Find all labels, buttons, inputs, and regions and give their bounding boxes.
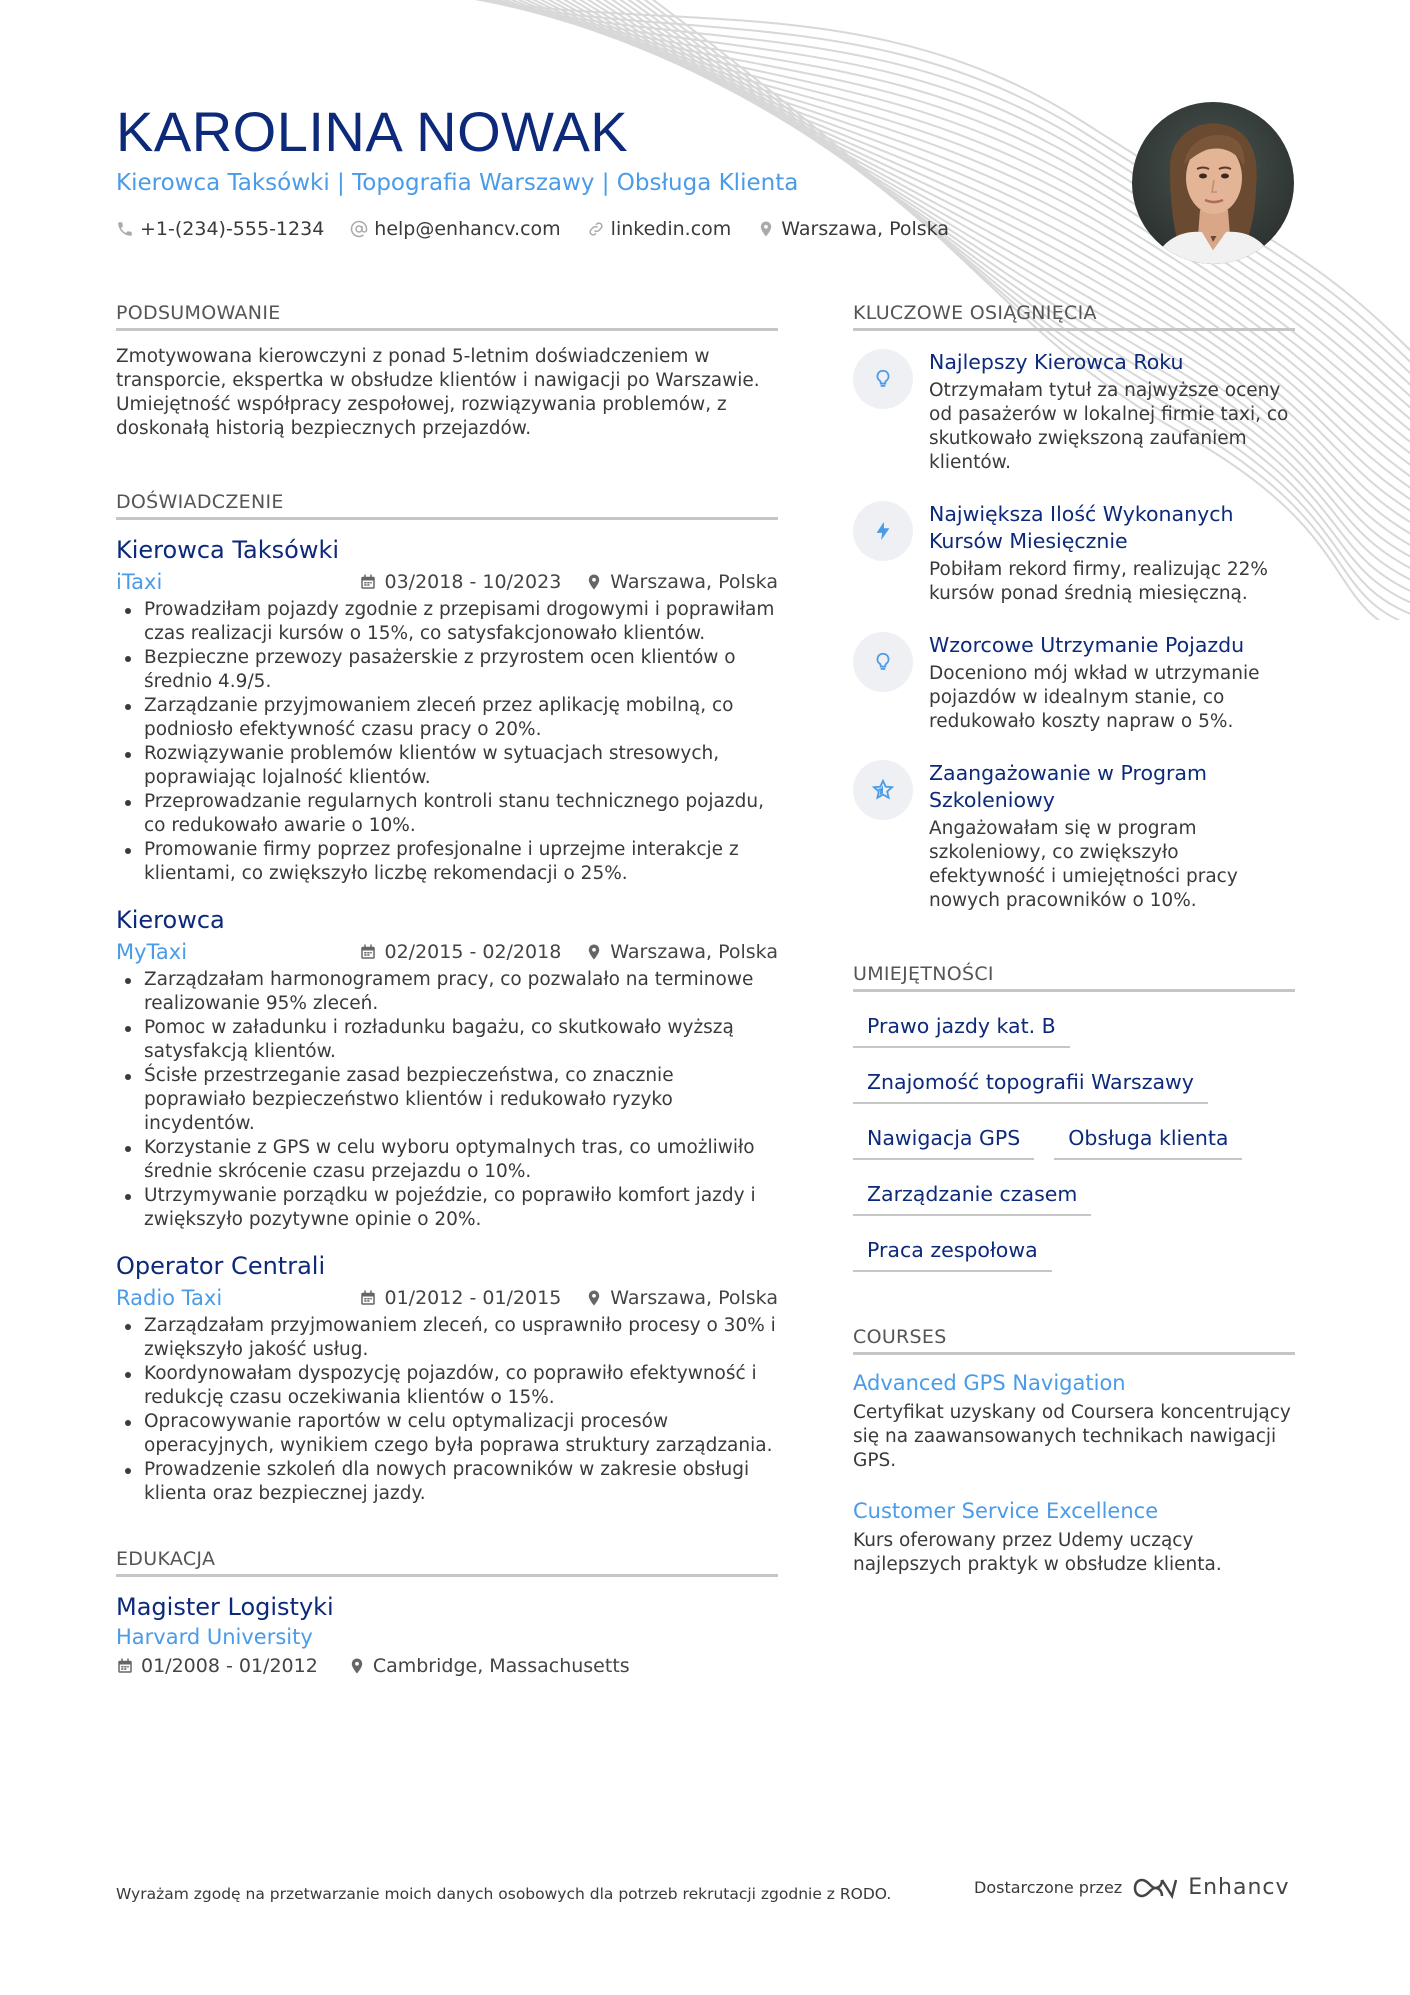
job-bullet: Zarządzałam harmonogramem pracy, co pozwalało na terminowe realizowanie 95% zleceń.: [116, 968, 778, 1016]
calendar-icon: [359, 573, 377, 591]
job-bullets: [116, 968, 778, 1232]
job-bullets: [116, 598, 778, 886]
section-title-summary: PODSUMOWANIE: [116, 302, 778, 331]
job-meta: [116, 1286, 778, 1310]
experience-entry: [116, 534, 778, 886]
star-icon: [853, 760, 913, 820]
achievement-desc: Doceniono mój wkład w utrzymanie pojazdów w idealnym stanie, co redukowało koszty napraw o 5%.: [929, 663, 1260, 732]
job-bullets: [116, 1314, 778, 1506]
lightbulb-icon: [853, 349, 913, 409]
job-company: iTaxi: [116, 570, 163, 594]
job-bullet: Ścisłe przestrzeganie zasad bezpieczeństwa, co znacznie poprawiało bezpieczeństwo klientów i redukowało ryzyko incydentów.: [116, 1064, 778, 1136]
job-dates-text: 01/2012 - 01/2015: [384, 1287, 562, 1309]
right-column: [853, 302, 1295, 1577]
job-bullet: Zarządzałam przyjmowaniem zleceń, co usprawniło procesy o 30% i zwiększyło jakość usług.: [116, 1314, 778, 1362]
brand-name: Enhancv: [1188, 1875, 1290, 1900]
job-bullet: Bezpieczne przewozy pasażerskie z przyrostem ocen klientów o średnio 4.9/5.: [116, 646, 778, 694]
contact-location: [757, 218, 949, 240]
contact-email[interactable]: [350, 218, 560, 240]
course-item: [853, 1371, 1295, 1473]
course-desc: Certyfikat uzyskany od Coursera koncentrujący się na zaawansowanych technikach nawigacji GPS.: [853, 1402, 1291, 1471]
lightning-icon: [853, 501, 913, 561]
calendar-icon: [359, 943, 377, 961]
experience-list: [116, 534, 778, 1506]
job-dates-text: 02/2015 - 02/2018: [384, 941, 562, 963]
job-title: Operator Centrali: [116, 1252, 326, 1280]
left-column: [116, 302, 778, 1677]
candidate-headline: Kierowca Taksówki | Topografia Warszawy | Obsługa Klienta: [116, 170, 799, 196]
skill-list: [853, 1006, 1295, 1286]
achievement-desc: Angażowałam się w program szkoleniowy, co zwiększyło efektywność i umiejętności pracy nowych pracowników o 10%.: [929, 818, 1238, 911]
job-bullet: Prowadziłam pojazdy zgodnie z przepisami drogowymi i poprawiłam czas realizacji kursów o 15%, co satysfakcjonowało klientów.: [116, 598, 778, 646]
job-bullet: Opracowywanie raportów w celu optymalizacji procesów operacyjnych, wynikiem czego była poprawa struktury zarządzania.: [116, 1410, 778, 1458]
profile-photo: [1132, 102, 1294, 264]
skill-tag: Zarządzanie czasem: [853, 1174, 1091, 1216]
summary-text: Zmotywowana kierowczyni z ponad 5-letnim doświadczeniem w transporcie, ekspertka w obsłudze klientów i nawigacji po Warszawie. Umiejętność współpracy zespołowej, rozwiązywania problemów, z doskonałą historią bezpiecznych przejazdów.: [116, 346, 760, 439]
achievement-item: [853, 349, 1295, 475]
job-location: [585, 941, 778, 963]
email-text: help@enhancv.com: [374, 218, 561, 240]
achievement-body: [929, 760, 1295, 913]
course-list: [853, 1371, 1295, 1577]
education-location: [348, 1655, 630, 1677]
calendar-icon: [359, 1289, 377, 1307]
course-title: Advanced GPS Navigation: [853, 1371, 1126, 1395]
job-meta: [116, 570, 778, 594]
location-pin-icon: [585, 1289, 603, 1307]
achievement-title: Wzorcowe Utrzymanie Pojazdu: [929, 633, 1245, 657]
job-bullet: Rozwiązywanie problemów klientów w sytuacjach stresowych, poprawiając lojalność klientów.: [116, 742, 778, 790]
education-degree: Magister Logistyki: [116, 1593, 334, 1621]
powered-by-text: Dostarczone przez: [974, 1878, 1123, 1897]
phone-icon: [116, 220, 134, 238]
contact-linkedin[interactable]: [587, 218, 732, 240]
job-title: Kierowca: [116, 906, 225, 934]
enhancv-logo-icon: [1132, 1876, 1178, 1900]
location-pin-icon: [585, 573, 603, 591]
job-location: [585, 1287, 778, 1309]
achievement-title: Najlepszy Kierowca Roku: [929, 350, 1184, 374]
achievement-item: [853, 501, 1295, 606]
achievement-list: [853, 349, 1295, 913]
job-bullet: Prowadzenie szkoleń dla nowych pracowników w zakresie obsługi klienta oraz bezpiecznej jazdy.: [116, 1458, 778, 1506]
job-bullet: Utrzymywanie porządku w pojeździe, co poprawiło komfort jazdy i zwiększyło pozytywne opinie o 20%.: [116, 1184, 778, 1232]
avatar: [1132, 102, 1294, 264]
location-text: Warszawa, Polska: [781, 218, 949, 240]
achievement-title: Zaangażowanie w Program Szkoleniowy: [929, 761, 1207, 812]
course-title: Customer Service Excellence: [853, 1499, 1159, 1523]
education-dates-text: 01/2008 - 01/2012: [141, 1655, 318, 1677]
lightbulb-icon: [853, 632, 913, 692]
skill-tag: Nawigacja GPS: [853, 1118, 1034, 1160]
job-dates-text: 03/2018 - 10/2023: [384, 571, 562, 593]
course-item: [853, 1499, 1295, 1577]
job-meta: [116, 940, 778, 964]
job-location-text: Warszawa, Polska: [610, 1287, 778, 1309]
contact-list: [116, 218, 1116, 240]
job-bullet: Korzystanie z GPS w celu wyboru optymalnych tras, co umożliwiło średnie skrócenie czasu przejazdu o 10%.: [116, 1136, 778, 1184]
linkedin-text: linkedin.com: [610, 218, 732, 240]
achievement-item: [853, 632, 1295, 734]
education-meta: [116, 1655, 778, 1677]
skill-tag: Obsługa klienta: [1054, 1118, 1242, 1160]
job-company: Radio Taxi: [116, 1286, 223, 1310]
achievement-desc: Pobiłam rekord firmy, realizując 22% kursów ponad średnią miesięczną.: [929, 559, 1268, 604]
phone-text: +1-(234)-555-1234: [140, 218, 325, 240]
calendar-icon: [116, 1657, 134, 1675]
job-location-text: Warszawa, Polska: [610, 571, 778, 593]
section-title-achievements: KLUCZOWE OSIĄGNIĘCIA: [853, 302, 1295, 331]
experience-entry: [116, 1250, 778, 1506]
experience-entry: [116, 904, 778, 1232]
achievement-title: Największa Ilość Wykonanych Kursów Miesięcznie: [929, 502, 1234, 553]
candidate-name: KAROLINA NOWAK: [116, 100, 629, 163]
achievement-body: [929, 349, 1295, 475]
footer-branding: [974, 1875, 1290, 1900]
job-location-text: Warszawa, Polska: [610, 941, 778, 963]
job-bullet: Przeprowadzanie regularnych kontroli stanu technicznego pojazdu, co redukowało awarie o 10%.: [116, 790, 778, 838]
education-school: Harvard University: [116, 1625, 313, 1649]
achievement-item: [853, 760, 1295, 913]
job-bullet: Koordynowałam dyspozycję pojazdów, co poprawiło efektywność i redukcję czasu oczekiwania klientów o 15%.: [116, 1362, 778, 1410]
section-title-courses: COURSES: [853, 1326, 1295, 1355]
location-pin-icon: [585, 943, 603, 961]
education-dates: [116, 1655, 318, 1677]
achievement-body: [929, 632, 1295, 734]
job-bullet: Pomoc w załadunku i rozładunku bagażu, co skutkowało wyższą satysfakcją klientów.: [116, 1016, 778, 1064]
job-bullet: Zarządzanie przyjmowaniem zleceń przez aplikację mobilną, co podniosło efektywność czasu pracy o 20%.: [116, 694, 778, 742]
location-pin-icon: [757, 220, 775, 238]
section-title-skills: UMIEJĘTNOŚCI: [853, 963, 1295, 992]
job-dates: [359, 1287, 561, 1309]
job-company: MyTaxi: [116, 940, 188, 964]
skill-tag: Prawo jazdy kat. B: [853, 1006, 1070, 1048]
footer-consent: Wyrażam zgodę na przetwarzanie moich danych osobowych dla potrzeb rekrutacji zgodnie z RODO.: [116, 1885, 892, 1903]
education-location-text: Cambridge, Massachusetts: [372, 1655, 630, 1677]
location-pin-icon: [348, 1657, 366, 1675]
achievement-desc: Otrzymałam tytuł za najwyższe oceny od pasażerów w lokalnej firmie taxi, co skutkowało zwiększoną zaufaniem klientów.: [929, 380, 1289, 473]
at-sign-icon: [350, 220, 368, 238]
skill-tag: Praca zespołowa: [853, 1230, 1052, 1272]
section-title-education: EDUKACJA: [116, 1548, 778, 1577]
resume-header: [116, 100, 1116, 240]
section-title-experience: DOŚWIADCZENIE: [116, 491, 778, 520]
skill-tag: Znajomość topografii Warszawy: [853, 1062, 1208, 1104]
course-desc: Kurs oferowany przez Udemy uczący najlepszych praktyk w obsłudze klienta.: [853, 1530, 1222, 1575]
job-dates: [359, 571, 561, 593]
job-dates: [359, 941, 561, 963]
job-title: Kierowca Taksówki: [116, 536, 340, 564]
achievement-body: [929, 501, 1295, 606]
job-location: [585, 571, 778, 593]
contact-phone[interactable]: [116, 218, 324, 240]
link-icon: [587, 220, 605, 238]
job-bullet: Promowanie firmy poprzez profesjonalne i uprzejme interakcje z klientami, co zwiększyło liczbę rekomendacji o 25%.: [116, 838, 778, 886]
